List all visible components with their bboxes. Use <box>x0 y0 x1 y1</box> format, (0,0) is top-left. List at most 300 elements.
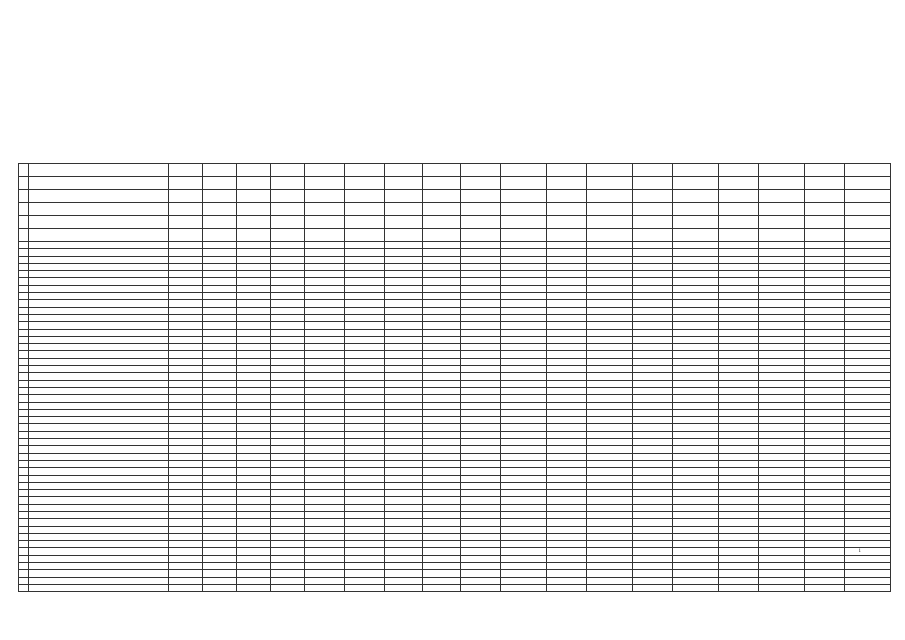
table-cell <box>759 256 805 263</box>
table-cell <box>673 351 719 358</box>
table-cell <box>633 409 673 416</box>
table-cell <box>271 322 305 329</box>
table-cell <box>19 439 29 446</box>
table-cell <box>385 203 423 216</box>
table-cell <box>169 278 203 285</box>
table-cell <box>673 314 719 321</box>
table-cell <box>271 190 305 203</box>
table-cell <box>271 242 305 249</box>
table-cell <box>305 475 345 482</box>
table-cell <box>29 256 169 263</box>
table-cell <box>501 548 547 555</box>
table-cell <box>845 395 891 402</box>
table-cell <box>29 380 169 387</box>
table-cell <box>203 468 237 475</box>
table-row <box>19 417 891 424</box>
table-cell <box>845 577 891 584</box>
table-cell <box>633 439 673 446</box>
table-cell <box>385 526 423 533</box>
table-cell <box>673 563 719 570</box>
table-cell <box>305 482 345 489</box>
table-cell <box>719 249 759 256</box>
table-cell <box>237 402 271 409</box>
table-cell <box>461 402 501 409</box>
table-cell <box>805 380 845 387</box>
table-cell <box>805 555 845 562</box>
table-cell <box>461 446 501 453</box>
table-cell <box>587 366 633 373</box>
table-cell <box>633 271 673 278</box>
table-cell <box>169 164 203 177</box>
table-cell <box>305 570 345 577</box>
table-cell <box>587 329 633 336</box>
table-cell <box>805 329 845 336</box>
table-cell <box>19 177 29 190</box>
table-cell <box>673 263 719 270</box>
table-cell <box>673 256 719 263</box>
table-cell <box>759 424 805 431</box>
table-cell <box>547 271 587 278</box>
table-cell <box>719 460 759 467</box>
table-cell <box>203 417 237 424</box>
table-cell <box>19 203 29 216</box>
table-cell <box>169 263 203 270</box>
table-cell <box>271 263 305 270</box>
table-cell <box>29 190 169 203</box>
table-cell <box>759 439 805 446</box>
table-cell <box>461 344 501 351</box>
table-cell <box>547 229 587 242</box>
table-cell <box>759 577 805 584</box>
table-cell <box>759 314 805 321</box>
table-cell <box>203 526 237 533</box>
table-cell <box>305 229 345 242</box>
table-cell <box>547 300 587 307</box>
table-cell <box>633 548 673 555</box>
table-cell <box>271 373 305 380</box>
table-cell <box>385 490 423 497</box>
table-cell <box>461 409 501 416</box>
table-cell <box>547 460 587 467</box>
table-cell <box>719 468 759 475</box>
table-cell <box>547 336 587 343</box>
table-cell <box>385 380 423 387</box>
table-cell <box>169 229 203 242</box>
table-cell <box>423 249 461 256</box>
table-cell <box>29 314 169 321</box>
table-cell <box>169 216 203 229</box>
table-cell <box>29 242 169 249</box>
table-cell <box>385 278 423 285</box>
table-cell <box>759 482 805 489</box>
table-cell <box>423 526 461 533</box>
table-cell <box>19 460 29 467</box>
table-cell <box>271 203 305 216</box>
table-cell <box>461 322 501 329</box>
table-cell <box>169 555 203 562</box>
table-cell <box>501 344 547 351</box>
table-cell <box>29 460 169 467</box>
table-cell <box>805 533 845 540</box>
table-cell <box>633 533 673 540</box>
table-cell <box>203 402 237 409</box>
table-cell <box>169 541 203 548</box>
table-cell <box>203 177 237 190</box>
table-cell <box>169 271 203 278</box>
table-cell <box>237 229 271 242</box>
table-cell <box>461 563 501 570</box>
table-cell <box>845 533 891 540</box>
table-cell <box>759 475 805 482</box>
table-cell <box>385 229 423 242</box>
table-cell <box>759 263 805 270</box>
table-cell <box>203 460 237 467</box>
table-cell <box>305 555 345 562</box>
table-cell <box>385 424 423 431</box>
table-row <box>19 555 891 562</box>
table-cell <box>423 351 461 358</box>
table-row <box>19 584 891 591</box>
table-cell <box>305 446 345 453</box>
table-cell <box>385 322 423 329</box>
table-cell <box>271 504 305 511</box>
table-cell <box>587 511 633 518</box>
table-cell <box>587 249 633 256</box>
table-cell <box>29 504 169 511</box>
table-cell <box>29 366 169 373</box>
table-row <box>19 577 891 584</box>
table-cell <box>673 285 719 292</box>
table-cell <box>385 548 423 555</box>
table-cell <box>19 424 29 431</box>
table-cell <box>345 417 385 424</box>
table-row <box>19 548 891 555</box>
table-cell <box>237 271 271 278</box>
table-cell <box>673 190 719 203</box>
table-cell <box>29 293 169 300</box>
table-cell <box>203 380 237 387</box>
table-cell <box>501 563 547 570</box>
table-cell <box>759 329 805 336</box>
table-cell <box>759 453 805 460</box>
table-cell <box>719 314 759 321</box>
table-cell <box>29 263 169 270</box>
table-cell <box>19 475 29 482</box>
table-cell <box>203 533 237 540</box>
table-cell <box>29 490 169 497</box>
table-cell <box>501 203 547 216</box>
table-cell <box>271 300 305 307</box>
table-cell <box>501 482 547 489</box>
table-cell <box>719 548 759 555</box>
table-cell <box>501 336 547 343</box>
table-cell <box>461 242 501 249</box>
table-cell <box>271 314 305 321</box>
table-cell <box>461 263 501 270</box>
table-cell <box>547 249 587 256</box>
table-cell <box>719 431 759 438</box>
table-cell <box>385 402 423 409</box>
table-cell <box>719 511 759 518</box>
table-cell <box>461 533 501 540</box>
table-cell <box>805 504 845 511</box>
table-cell <box>673 511 719 518</box>
data-table <box>18 163 891 592</box>
table-cell <box>547 366 587 373</box>
table-cell <box>29 548 169 555</box>
table-cell <box>547 409 587 416</box>
table-cell <box>501 358 547 365</box>
table-cell <box>845 203 891 216</box>
table-cell <box>845 263 891 270</box>
table-cell <box>305 249 345 256</box>
table-cell <box>461 460 501 467</box>
table-cell <box>759 504 805 511</box>
table-cell <box>461 453 501 460</box>
table-cell <box>547 453 587 460</box>
table-cell <box>805 526 845 533</box>
table-cell <box>461 417 501 424</box>
table-cell <box>203 164 237 177</box>
table-cell <box>501 555 547 562</box>
table-cell <box>719 307 759 314</box>
table-cell <box>719 409 759 416</box>
table-cell <box>633 263 673 270</box>
table-cell <box>385 563 423 570</box>
table-cell <box>345 511 385 518</box>
table-cell <box>345 366 385 373</box>
table-cell <box>547 177 587 190</box>
table-row <box>19 482 891 489</box>
table-cell <box>587 555 633 562</box>
table-cell <box>19 229 29 242</box>
table-cell <box>237 431 271 438</box>
table-cell <box>759 344 805 351</box>
table-cell <box>461 497 501 504</box>
table-cell <box>845 271 891 278</box>
table-cell <box>169 285 203 292</box>
table-cell <box>237 278 271 285</box>
table-cell <box>29 563 169 570</box>
table-cell <box>633 242 673 249</box>
table-row <box>19 373 891 380</box>
table-cell <box>345 314 385 321</box>
table-cell <box>385 351 423 358</box>
table-cell <box>461 177 501 190</box>
table-cell <box>587 533 633 540</box>
table-cell <box>305 322 345 329</box>
table-cell <box>461 278 501 285</box>
table-cell <box>547 555 587 562</box>
table-cell <box>845 322 891 329</box>
table-cell <box>759 358 805 365</box>
table-cell <box>169 431 203 438</box>
table-cell <box>547 395 587 402</box>
table-cell <box>673 446 719 453</box>
table-cell <box>673 271 719 278</box>
table-cell <box>719 395 759 402</box>
table-cell <box>345 293 385 300</box>
table-cell <box>385 584 423 591</box>
table-cell <box>169 256 203 263</box>
table-cell <box>345 497 385 504</box>
table-cell <box>633 453 673 460</box>
table-cell <box>271 358 305 365</box>
table-cell <box>461 164 501 177</box>
table-row <box>19 526 891 533</box>
table-cell <box>271 548 305 555</box>
table-cell <box>203 563 237 570</box>
table-cell <box>423 490 461 497</box>
table-cell <box>29 285 169 292</box>
table-cell <box>237 351 271 358</box>
table-cell <box>203 229 237 242</box>
table-cell <box>501 541 547 548</box>
table-cell <box>587 417 633 424</box>
table-cell <box>501 164 547 177</box>
table-cell <box>805 453 845 460</box>
table-cell <box>203 307 237 314</box>
table-cell <box>587 314 633 321</box>
table-cell <box>237 358 271 365</box>
table-cell <box>19 526 29 533</box>
table-cell <box>805 322 845 329</box>
table-cell <box>345 380 385 387</box>
table-cell <box>423 417 461 424</box>
table-cell <box>673 526 719 533</box>
table-cell <box>19 446 29 453</box>
table-cell <box>423 242 461 249</box>
table-row <box>19 431 891 438</box>
table-cell <box>759 285 805 292</box>
table-cell <box>271 336 305 343</box>
table-cell <box>805 203 845 216</box>
table-cell <box>29 519 169 526</box>
table-cell <box>547 519 587 526</box>
table-cell <box>345 460 385 467</box>
table-row <box>19 263 891 270</box>
table-cell <box>29 249 169 256</box>
table-cell <box>423 263 461 270</box>
table-cell <box>547 504 587 511</box>
table-cell <box>587 563 633 570</box>
table-cell <box>169 358 203 365</box>
table-cell <box>29 584 169 591</box>
table-cell <box>237 373 271 380</box>
table-cell <box>423 533 461 540</box>
table-cell <box>237 164 271 177</box>
table-cell <box>169 314 203 321</box>
table-cell <box>305 424 345 431</box>
table-cell <box>719 439 759 446</box>
table-cell <box>759 490 805 497</box>
table-cell <box>19 307 29 314</box>
table-cell <box>29 577 169 584</box>
table-cell <box>169 548 203 555</box>
table-cell <box>237 249 271 256</box>
table-cell <box>203 344 237 351</box>
table-cell <box>501 300 547 307</box>
table-cell <box>423 314 461 321</box>
table-cell <box>423 475 461 482</box>
table-cell <box>501 446 547 453</box>
table-cell <box>271 285 305 292</box>
table-cell <box>587 519 633 526</box>
table-cell <box>633 216 673 229</box>
table-cell <box>305 314 345 321</box>
table-row <box>19 322 891 329</box>
table-cell <box>673 164 719 177</box>
table-cell <box>587 409 633 416</box>
table-cell <box>719 417 759 424</box>
table-cell <box>547 358 587 365</box>
table-cell <box>271 446 305 453</box>
table-cell <box>305 563 345 570</box>
table-cell <box>29 424 169 431</box>
table-cell <box>19 468 29 475</box>
table-cell <box>501 322 547 329</box>
table-cell <box>169 511 203 518</box>
table-cell <box>169 577 203 584</box>
table-cell <box>271 409 305 416</box>
table-cell <box>385 504 423 511</box>
table-cell <box>461 424 501 431</box>
table-cell <box>169 424 203 431</box>
table-row <box>19 366 891 373</box>
table-cell <box>345 533 385 540</box>
table-cell <box>633 519 673 526</box>
table-cell <box>461 548 501 555</box>
table-cell <box>719 584 759 591</box>
table-cell <box>587 453 633 460</box>
table-cell <box>805 460 845 467</box>
table-cell <box>633 203 673 216</box>
table-cell <box>759 366 805 373</box>
table-cell <box>305 387 345 394</box>
table-cell <box>845 249 891 256</box>
table-cell <box>385 190 423 203</box>
table-cell <box>305 460 345 467</box>
table-cell <box>719 322 759 329</box>
table-cell <box>345 431 385 438</box>
table-cell <box>19 541 29 548</box>
table-row <box>19 229 891 242</box>
table-cell <box>719 380 759 387</box>
table-cell <box>169 373 203 380</box>
table-cell <box>759 373 805 380</box>
table-cell <box>271 533 305 540</box>
table-cell <box>423 278 461 285</box>
table-cell <box>805 402 845 409</box>
table-cell <box>305 366 345 373</box>
table-cell <box>19 278 29 285</box>
table-cell <box>29 475 169 482</box>
table-cell <box>19 570 29 577</box>
table-cell <box>759 395 805 402</box>
table-cell <box>29 336 169 343</box>
table-cell <box>633 285 673 292</box>
table-cell <box>305 351 345 358</box>
table-cell <box>547 424 587 431</box>
table-cell <box>305 490 345 497</box>
table-cell <box>345 373 385 380</box>
table-cell <box>845 460 891 467</box>
table-cell <box>759 446 805 453</box>
table-cell <box>673 497 719 504</box>
table-cell <box>547 541 587 548</box>
table-cell <box>501 475 547 482</box>
table-cell <box>719 203 759 216</box>
